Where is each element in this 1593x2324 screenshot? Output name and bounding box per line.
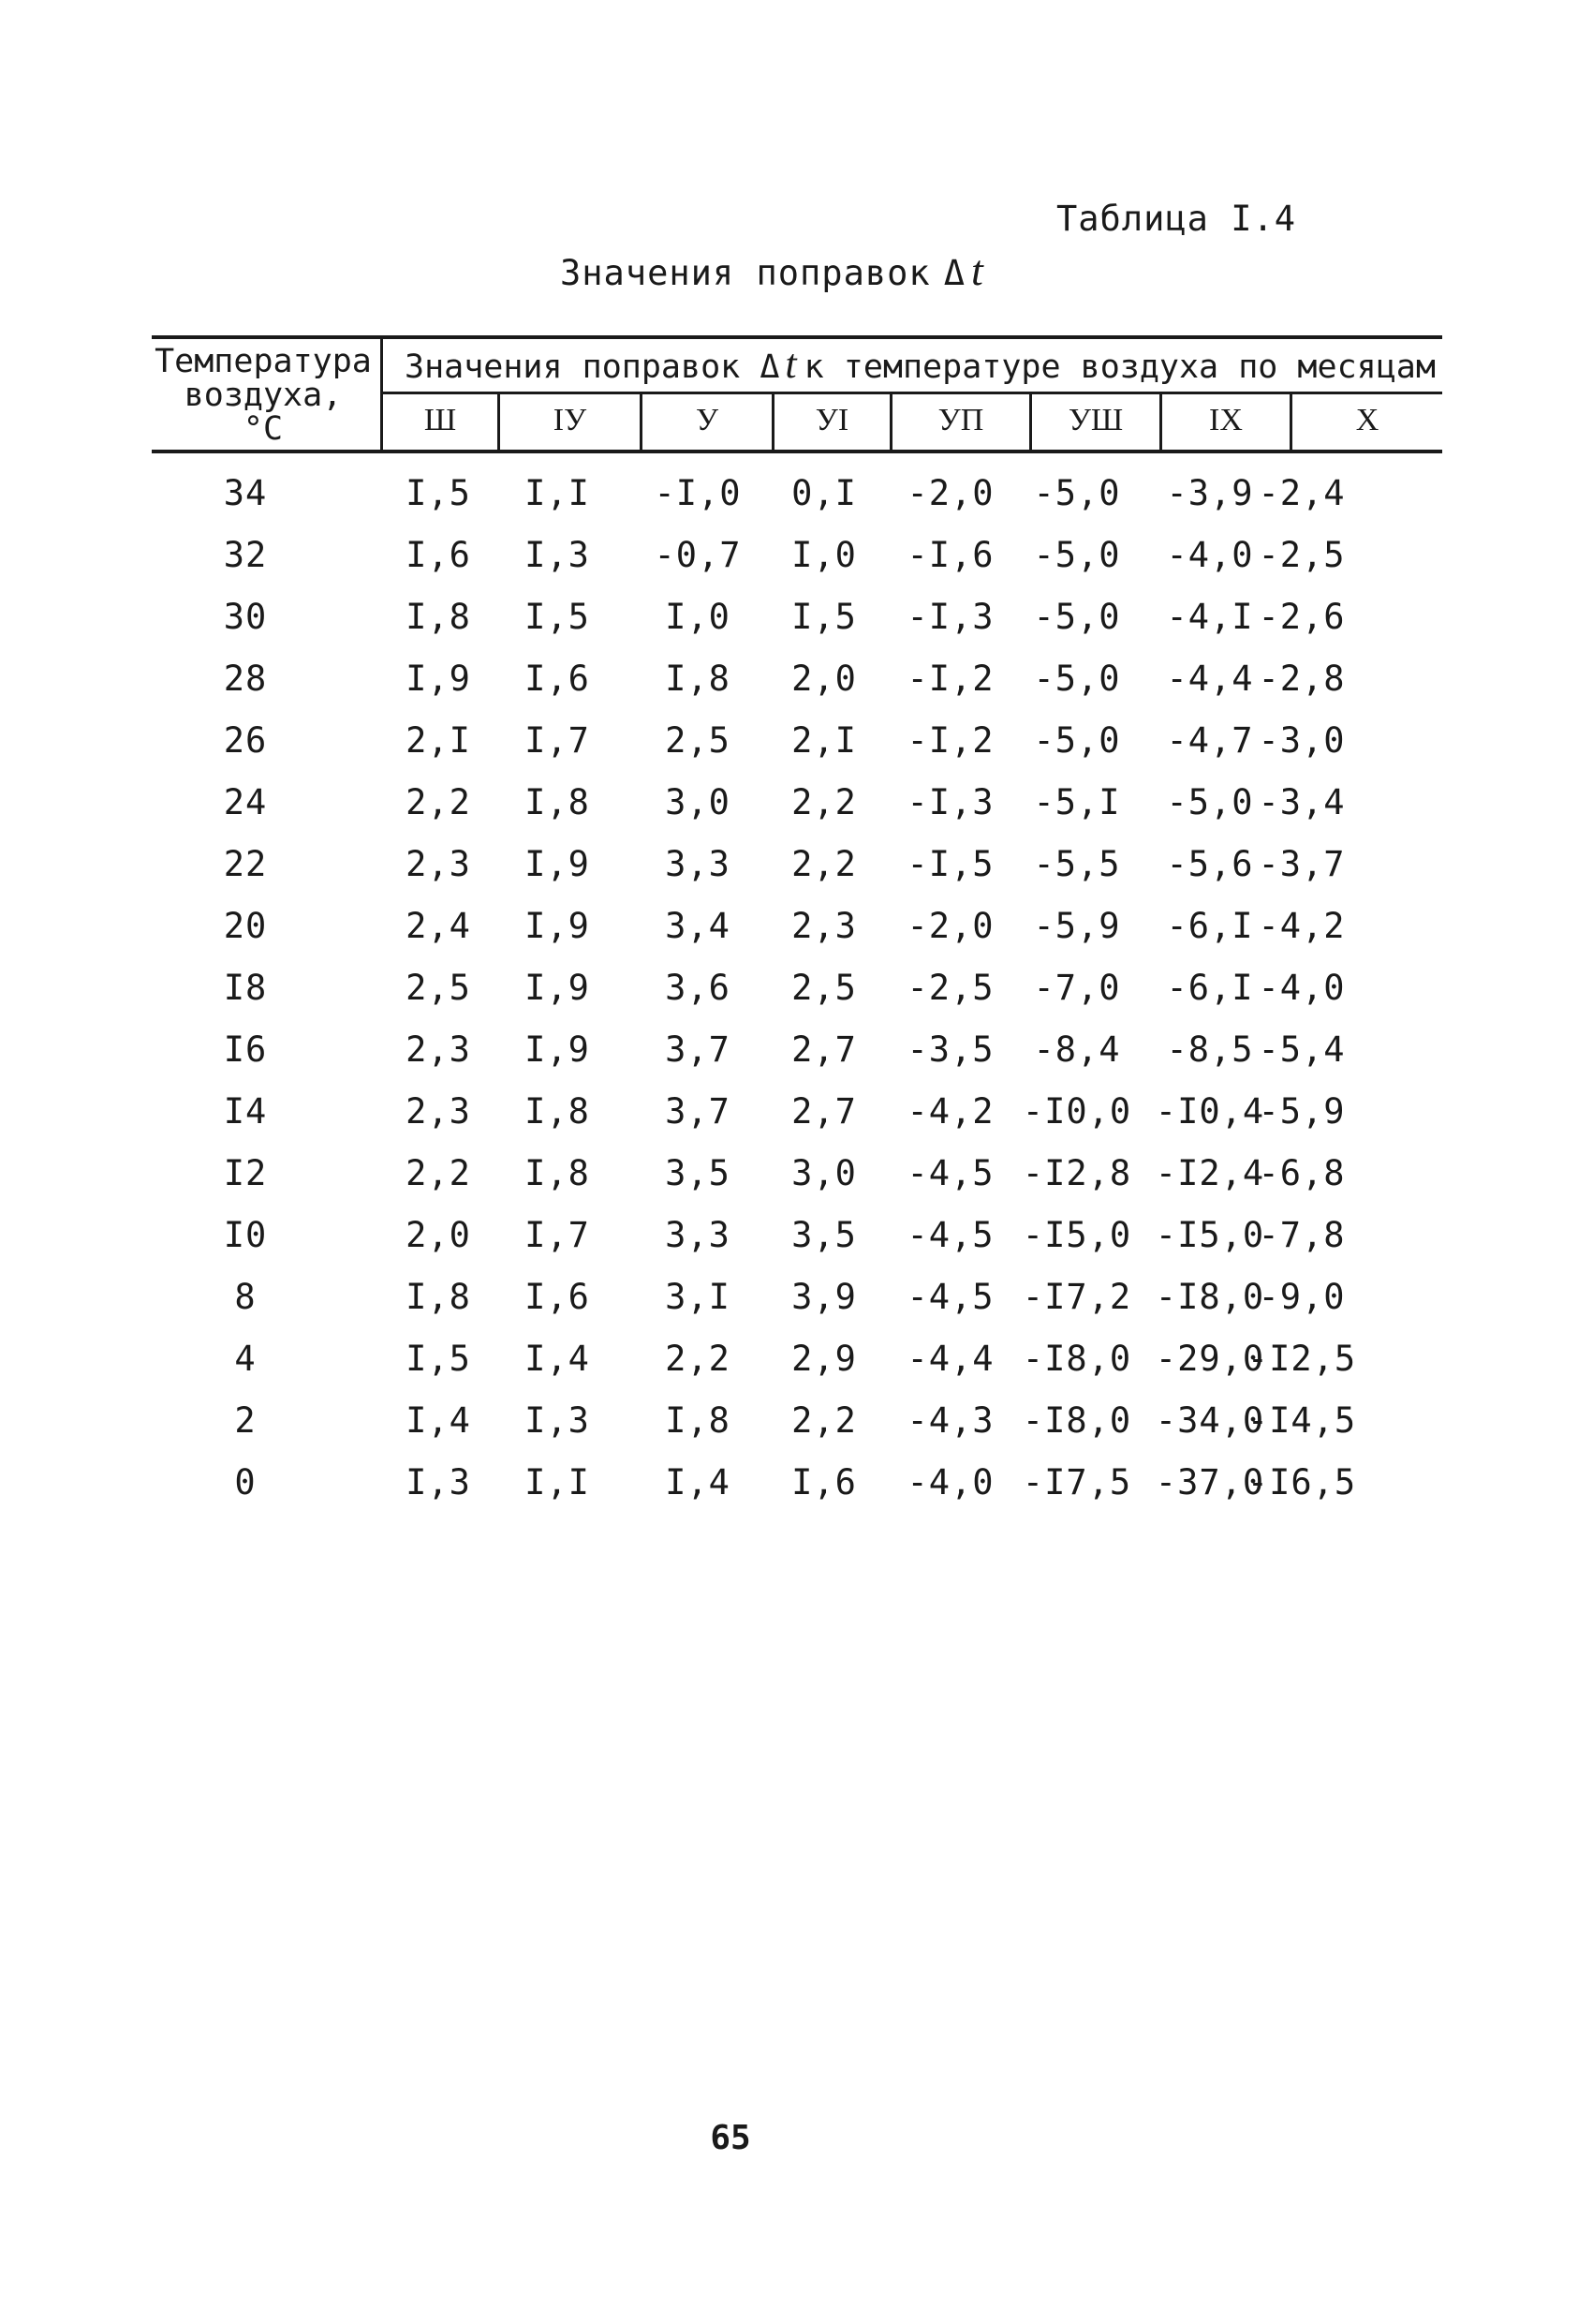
correction-cell: I,7	[524, 1215, 590, 1255]
correction-cell: 3,0	[791, 1153, 857, 1193]
corrections-header-symbol: t	[785, 341, 797, 387]
correction-cell: -4,2	[1258, 906, 1346, 946]
correction-cell: I,3	[524, 535, 590, 575]
correction-cell: -I,2	[907, 720, 995, 761]
correction-cell: I,8	[524, 782, 590, 822]
correction-cell: I,7	[524, 720, 590, 761]
correction-cell: -5,4	[1258, 1029, 1346, 1070]
correction-cell: I,4	[665, 1462, 730, 1502]
correction-cell: -4,I	[1166, 597, 1254, 637]
correction-cell: 2,5	[406, 968, 471, 1008]
corrections-header-prefix: Значения поправок	[405, 348, 741, 386]
correction-cell: -I8,0	[1155, 1277, 1265, 1317]
correction-cell: -4,4	[907, 1339, 995, 1379]
correction-cell: 2,7	[791, 1029, 857, 1070]
correction-cell: -3,9	[1166, 473, 1254, 513]
correction-cell: -37,0	[1155, 1462, 1265, 1502]
correction-cell: I,8	[406, 1277, 471, 1317]
correction-cell: -3,5	[907, 1029, 995, 1070]
correction-cell: I,0	[791, 535, 857, 575]
temperature-cell: I2	[223, 1153, 268, 1193]
header-bottom-rule	[152, 450, 1442, 453]
correction-cell: -I,0	[654, 473, 742, 513]
temperature-cell: 4	[234, 1339, 257, 1379]
correction-cell: I,5	[524, 597, 590, 637]
correction-cell: 3,3	[665, 1215, 730, 1255]
correction-cell: -I6,5	[1246, 1462, 1357, 1502]
correction-cell: 2,4	[406, 906, 471, 946]
temperature-cell: I0	[223, 1215, 268, 1255]
correction-cell: 2,2	[406, 782, 471, 822]
month-header: IУ	[553, 403, 587, 437]
correction-cell: -0,7	[654, 535, 742, 575]
correction-cell: -2,0	[907, 473, 995, 513]
correction-cell: -5,0	[1033, 720, 1121, 761]
correction-cell: -4,5	[907, 1153, 995, 1193]
correction-cell: -5,0	[1033, 473, 1121, 513]
correction-cell: 3,5	[791, 1215, 857, 1255]
correction-cell: -4,0	[1258, 968, 1346, 1008]
correction-cell: I,9	[524, 906, 590, 946]
temperature-cell: I6	[223, 1029, 268, 1070]
correction-cell: 2,I	[406, 720, 471, 761]
correction-cell: -I2,5	[1246, 1339, 1357, 1379]
table-caption	[560, 245, 984, 295]
correction-cell: -8,4	[1033, 1029, 1121, 1070]
correction-cell: I,9	[524, 844, 590, 884]
temperature-cell: 32	[223, 535, 268, 575]
correction-cell: 2,I	[791, 720, 857, 761]
correction-cell: 3,7	[665, 1029, 730, 1070]
corrections-header	[405, 340, 1442, 388]
correction-cell: -3,0	[1258, 720, 1346, 761]
temperature-cell: 28	[223, 659, 268, 699]
temperature-cell: 0	[234, 1462, 257, 1502]
correction-cell: -7,0	[1033, 968, 1121, 1008]
correction-cell: 2,7	[791, 1091, 857, 1132]
month-header: Ш	[423, 403, 457, 437]
correction-cell: 3,0	[665, 782, 730, 822]
correction-cell: -I2,4	[1155, 1153, 1265, 1193]
correction-cell: -I5,0	[1155, 1215, 1265, 1255]
temperature-cell: I8	[223, 968, 268, 1008]
correction-cell: 2,5	[791, 968, 857, 1008]
correction-cell: -I5,0	[1022, 1215, 1132, 1255]
correction-cell: 2,9	[791, 1339, 857, 1379]
table-label: Таблица I.4	[1056, 199, 1297, 239]
temperature-cell: 8	[234, 1277, 257, 1317]
table-top-rule	[152, 335, 1442, 339]
correction-cell: 0,I	[791, 473, 857, 513]
correction-cell: -I7,5	[1022, 1462, 1132, 1502]
page-number: 65	[710, 2119, 751, 2157]
correction-cell: -5,0	[1033, 535, 1121, 575]
correction-cell: I,4	[524, 1339, 590, 1379]
correction-cell: -4,5	[907, 1277, 995, 1317]
correction-cell: 2,3	[406, 1091, 471, 1132]
month-header: IX	[1209, 403, 1243, 437]
correction-cell: -2,8	[1258, 659, 1346, 699]
correction-cell: I,8	[406, 597, 471, 637]
correction-cell: -5,0	[1033, 659, 1121, 699]
correction-cell: -5,9	[1033, 906, 1121, 946]
month-header: УШ	[1068, 403, 1124, 437]
correction-cell: -5,0	[1033, 597, 1121, 637]
correction-cell: 2,2	[406, 1153, 471, 1193]
temperature-cell: 24	[223, 782, 268, 822]
correction-cell: 2,3	[791, 906, 857, 946]
correction-cell: -I,3	[907, 782, 995, 822]
correction-cell: -I,6	[907, 535, 995, 575]
correction-cell: I,9	[406, 659, 471, 699]
correction-cell: -9,0	[1258, 1277, 1346, 1317]
correction-cell: -5,I	[1033, 782, 1121, 822]
correction-cell: I,8	[524, 1091, 590, 1132]
correction-cell: 2,5	[665, 720, 730, 761]
correction-cell: -2,4	[1258, 473, 1346, 513]
correction-cell: -I2,8	[1022, 1153, 1132, 1193]
correction-cell: 2,2	[791, 844, 857, 884]
temperature-header-line2: воздуха,	[184, 377, 343, 414]
correction-cell: 2,0	[791, 659, 857, 699]
correction-cell: I,3	[406, 1462, 471, 1502]
temperature-cell: 26	[223, 720, 268, 761]
correction-cell: I,9	[524, 1029, 590, 1070]
correction-cell: 3,6	[665, 968, 730, 1008]
correction-cell: -29,0	[1155, 1339, 1265, 1379]
correction-cell: I,4	[406, 1400, 471, 1441]
temperature-cell: 22	[223, 844, 268, 884]
correction-cell: I,0	[665, 597, 730, 637]
correction-cell: I,I	[524, 473, 590, 513]
temperature-header	[152, 345, 375, 446]
correction-cell: I,6	[524, 659, 590, 699]
correction-cell: -2,5	[1258, 535, 1346, 575]
caption-text: Значения поправок	[560, 253, 931, 293]
correction-cell: -3,7	[1258, 844, 1346, 884]
correction-cell: I,6	[524, 1277, 590, 1317]
correction-cell: I,6	[791, 1462, 857, 1502]
correction-cell: -I0,4	[1155, 1091, 1265, 1132]
correction-cell: I,8	[665, 659, 730, 699]
month-header: У	[695, 403, 719, 437]
correction-cell: 2,2	[665, 1339, 730, 1379]
temperature-cell: 34	[223, 473, 268, 513]
correction-cell: -I,2	[907, 659, 995, 699]
temperature-cell: I4	[223, 1091, 268, 1132]
correction-cell: -6,I	[1166, 906, 1254, 946]
correction-cell: -5,0	[1166, 782, 1254, 822]
correction-cell: -I4,5	[1246, 1400, 1357, 1441]
correction-cell: 3,7	[665, 1091, 730, 1132]
correction-cell: -3,4	[1258, 782, 1346, 822]
correction-cell: -I7,2	[1022, 1277, 1132, 1317]
caption-delta: Δ	[943, 253, 966, 293]
correction-cell: -6,8	[1258, 1153, 1346, 1193]
correction-cell: I,8	[524, 1153, 590, 1193]
correction-cell: -5,5	[1033, 844, 1121, 884]
correction-cell: I,5	[791, 597, 857, 637]
correction-cell: I,6	[406, 535, 471, 575]
correction-cell: -34,0	[1155, 1400, 1265, 1441]
correction-cell: -4,0	[1166, 535, 1254, 575]
correction-cell: -8,5	[1166, 1029, 1254, 1070]
correction-cell: 3,I	[665, 1277, 730, 1317]
correction-cell: -2,6	[1258, 597, 1346, 637]
correction-cell: 2,2	[791, 782, 857, 822]
correction-cell: -4,3	[907, 1400, 995, 1441]
correction-cell: -I8,0	[1022, 1400, 1132, 1441]
month-header: X	[1355, 403, 1379, 437]
correction-cell: I,I	[524, 1462, 590, 1502]
corrections-header-delta: Δ	[760, 348, 780, 386]
temperature-cell: 20	[223, 906, 268, 946]
correction-cell: -4,4	[1166, 659, 1254, 699]
correction-cell: 2,2	[791, 1400, 857, 1441]
month-header: УП	[937, 403, 984, 437]
correction-cell: 3,4	[665, 906, 730, 946]
correction-cell: -7,8	[1258, 1215, 1346, 1255]
correction-cell: -5,9	[1258, 1091, 1346, 1132]
correction-cell: -I0,0	[1022, 1091, 1132, 1132]
temperature-header-unit: °C	[243, 410, 284, 448]
correction-cell: I,5	[406, 1339, 471, 1379]
correction-cell: -4,2	[907, 1091, 995, 1132]
correction-cell: I,8	[665, 1400, 730, 1441]
correction-cell: 3,3	[665, 844, 730, 884]
correction-cell: I,9	[524, 968, 590, 1008]
correction-cell: I,5	[406, 473, 471, 513]
correction-cell: -6,I	[1166, 968, 1254, 1008]
correction-cell: -2,0	[907, 906, 995, 946]
correction-cell: -2,5	[907, 968, 995, 1008]
correction-cell: -I8,0	[1022, 1339, 1132, 1379]
correction-cell: -5,6	[1166, 844, 1254, 884]
correction-cell: 3,9	[791, 1277, 857, 1317]
correction-cell: -4,7	[1166, 720, 1254, 761]
correction-cell: -4,0	[907, 1462, 995, 1502]
correction-cell: 2,3	[406, 844, 471, 884]
month-header: УI	[815, 403, 849, 437]
temperature-header-line1: Температура	[155, 343, 372, 380]
caption-symbol: t	[970, 246, 984, 294]
correction-cell: 2,0	[406, 1215, 471, 1255]
correction-cell: -I,3	[907, 597, 995, 637]
month-header-rule	[383, 392, 1442, 394]
correction-cell: 3,5	[665, 1153, 730, 1193]
correction-cell: -4,5	[907, 1215, 995, 1255]
correction-cell: 2,3	[406, 1029, 471, 1070]
correction-cell: I,3	[524, 1400, 590, 1441]
corrections-header-suffix: к температуре воздуха по месяцам	[804, 348, 1436, 386]
correction-cell: -I,5	[907, 844, 995, 884]
temperature-cell: 2	[234, 1400, 257, 1441]
temperature-cell: 30	[223, 597, 268, 637]
